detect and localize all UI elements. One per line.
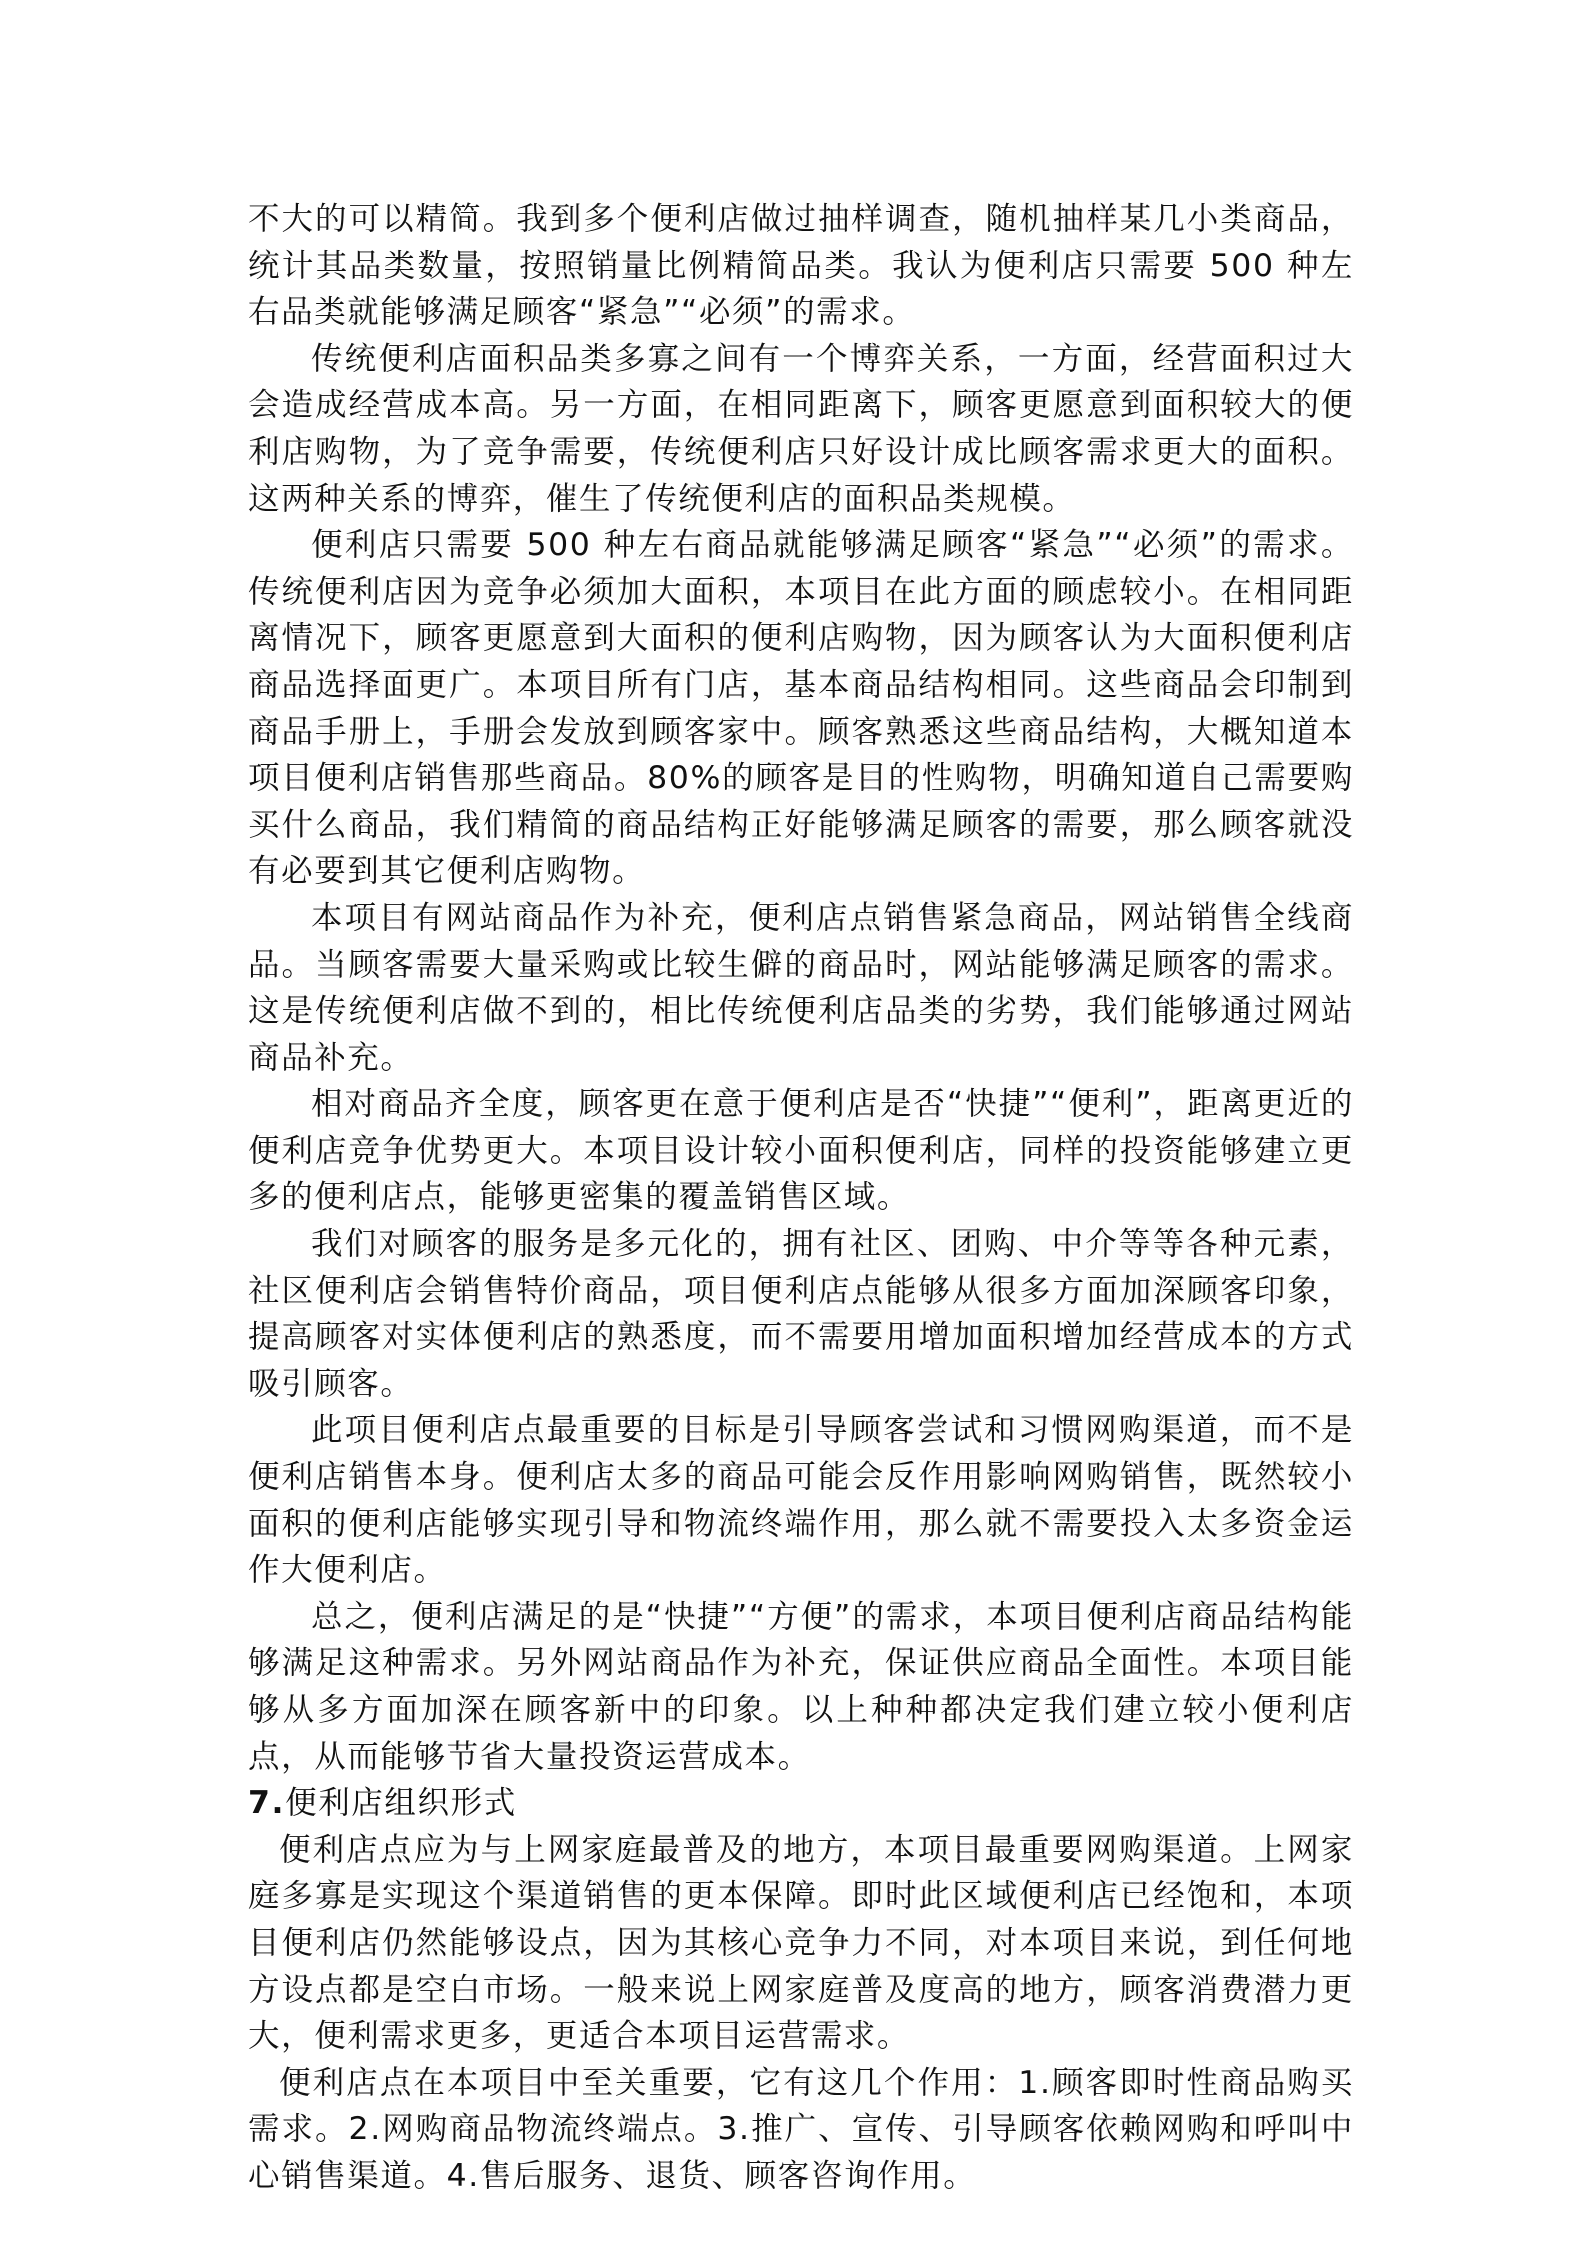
section-heading: [248, 1780, 1354, 1827]
section-number: 7.: [248, 1785, 286, 1822]
section-title: 便利店组织形式: [285, 1785, 517, 1822]
paragraph-5: 相对商品齐全度，顾客更在意于便利店是否“快捷”“便利”，距离更近的便利店竞争优势更大。本项目设计较小面积便利店，同样的投资能够建立更多的便利店点，能够更密集的覆盖销售区域。: [248, 1086, 1354, 1216]
document-body: [248, 196, 1354, 2200]
section-paragraph-1: 便利店点应为与上网家庭最普及的地方，本项目最重要网购渠道。上网家庭多寡是实现这个渠道销售的更本保障。即时此区域便利店已经饱和，本项目便利店仍然能够设点，因为其核心竞争力不同，对本项目来说，到任何地方设点都是空白市场。一般来说上网家庭普及度高的地方，顾客消费潜力更大，便利需求更多，更适合本项目运营需求。: [248, 1831, 1354, 2055]
paragraph-8: 总之，便利店满足的是“快捷”“方便”的需求，本项目便利店商品结构能够满足这种需求。另外网站商品作为补充，保证供应商品全面性。本项目能够从多方面加深在顾客新中的印象。以上种种都决定我们建立较小便利店点，从而能够节省大量投资运营成本。: [248, 1598, 1354, 1775]
paragraph-1: 不大的可以精简。我到多个便利店做过抽样调查，随机抽样某几小类商品，统计其品类数量，按照销量比例精简品类。我认为便利店只需要 500 种左右品类就能够满足顾客“紧急”“必须”的需求。: [248, 201, 1354, 331]
paragraph-3: 便利店只需要 500 种左右商品就能够满足顾客“紧急”“必须”的需求。传统便利店因为竞争必须加大面积，本项目在此方面的顾虑较小。在相同距离情况下，顾客更愿意到大面积的便利店购物，因为顾客认为大面积便利店商品选择面更广。本项目所有门店，基本商品结构相同。这些商品会印制到商品手册上，手册会发放到顾客家中。顾客熟悉这些商品结构，大概知道本项目便利店销售那些商品。80%的顾客是目的性购物，明确知道自己需要购买什么商品，我们精简的商品结构正好能够满足顾客的需要，那么顾客就没有必要到其它便利店购物。: [248, 527, 1354, 890]
section-paragraph-2: 便利店点在本项目中至关重要，它有这几个作用：1.顾客即时性商品购买需求。2.网购商品物流终端点。3.推广、宣传、引导顾客依赖网购和呼叫中心销售渠道。4.售后服务、退货、顾客咨询作用。: [248, 2064, 1354, 2194]
paragraph-4: 本项目有网站商品作为补充，便利店点销售紧急商品，网站销售全线商品。当顾客需要大量采购或比较生僻的商品时，网站能够满足顾客的需求。这是传统便利店做不到的，相比传统便利店品类的劣势，我们能够通过网站商品补充。: [248, 899, 1354, 1076]
paragraph-7: 此项目便利店点最重要的目标是引导顾客尝试和习惯网购渠道，而不是便利店销售本身。便利店太多的商品可能会反作用影响网购销售，既然较小面积的便利店能够实现引导和物流终端作用，那么就不需要投入太多资金运作大便利店。: [248, 1412, 1354, 1589]
paragraph-2: 传统便利店面积品类多寡之间有一个博弈关系，一方面，经营面积过大会造成经营成本高。另一方面，在相同距离下，顾客更愿意到面积较大的便利店购物，为了竞争需要，传统便利店只好设计成比顾客需求更大的面积。这两种关系的博弈，催生了传统便利店的面积品类规模。: [248, 340, 1354, 517]
paragraph-6: 我们对顾客的服务是多元化的，拥有社区、团购、中介等等各种元素，社区便利店会销售特价商品，项目便利店点能够从很多方面加深顾客印象，提高顾客对实体便利店的熟悉度，而不需要用增加面积增加经营成本的方式吸引顾客。: [248, 1226, 1354, 1402]
